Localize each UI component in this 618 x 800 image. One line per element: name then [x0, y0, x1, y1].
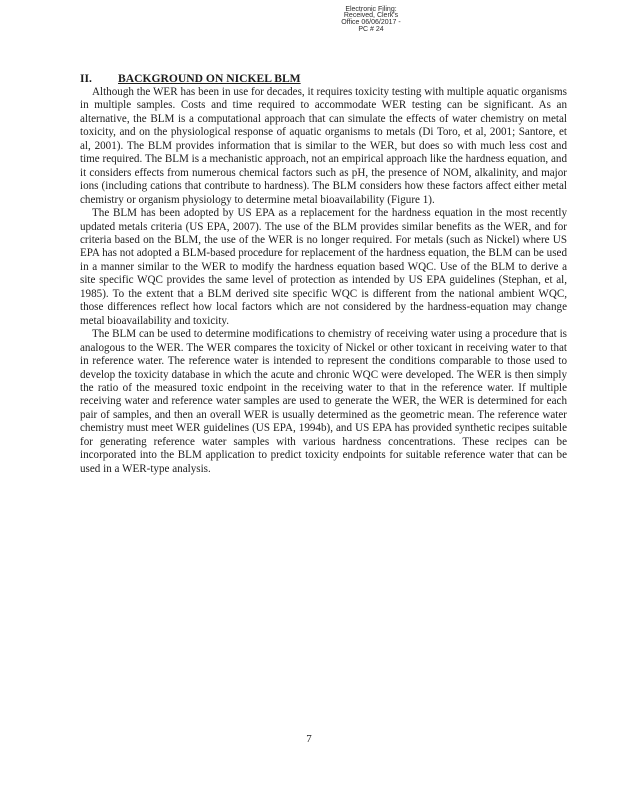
paragraph-blm-adoption: The BLM has been adopted by US EPA as a replacement for the hardness equation in the most recently updated metals criteria (US EPA, 2007). The use of the BLM provides similar benefits as the WER, and for criteria based on the BLM, the use of the WER is no longer required. For metals (such as Nickel) where US EPA has not adopted a BLM-based procedure for replacement of the hardness equation, the BLM can be used in a manner similar to the WER to modify the hardness equation based WQC. Use of the BLM to derive a site specific WQC provides the same level of protection as intended by US EPA guidelines (Stephan, et al, 1985). To the extent that a BLM derived site specific WQC is different from the national ambient WQC, those differences reflect how local factors which are not considered by the hardness-equation may change metal bioavailability and toxicity.: [80, 207, 567, 327]
paragraph-blm-wer-procedure: The BLM can be used to determine modifications to chemistry of receiving water using a procedure that is analogous to the WER. The WER compares the toxicity of Nickel or other toxicant in receiving water to that in reference water. The reference water is intended to represent the conditions comparable to those used to develop the toxicity database in which the acute and chronic WQC were developed. The WER is then simply the ratio of the measured toxic endpoint in the receiving water to that in the reference water. If multiple receiving water and reference water samples are used to generate the WER, the WER is determined for each pair of samples, and then an overall WER is usually determined as the geometric mean. The reference water chemistry must meet WER guidelines (US EPA, 1994b), and US EPA has provided synthetic recipes suitable for generating reference water samples with various hardness concentrations. These recipes can be incorporated into the BLM application to predict toxicity endpoints for suitable reference water that can be used in a WER-type analysis.: [80, 328, 567, 475]
filing-stamp-line-1: Electronic Filing:: [345, 6, 397, 13]
document-body: [80, 72, 567, 476]
filing-stamp-line-2: Received, Clerk's Office 06/06/2017 - PC # 24: [341, 12, 401, 33]
section-heading: [80, 72, 567, 85]
section-title: BACKGROUND ON NICKEL BLM: [118, 72, 301, 85]
paragraph-wer-background: Although the WER has been in use for decades, it requires toxicity testing with multiple aquatic organisms in multiple samples. Costs and time required to accommodate WER testing can be significant. As an alternative, the BLM is a computational approach that can simulate the effects of water chemistry on metal toxicity, and on the physiological response of aquatic organisms to metals (Di Toro, et al, 2001; Santore, et al, 2001). The BLM provides information that is similar to the WER, but does so with much less cost and time required. The BLM is a mechanistic approach, not an empirical approach like the hardness equation, and it considers effects from numerous chemical factors such as pH, the presence of NOM, alkalinity, and major ions (including cations that contribute to hardness). The BLM considers how these factors affect either metal chemistry or organism physiology to determine metal bioavailability (Figure 1).: [80, 86, 567, 206]
filing-stamp: [336, 6, 406, 33]
page-number: 7: [306, 733, 312, 745]
section-number: II.: [80, 72, 92, 85]
